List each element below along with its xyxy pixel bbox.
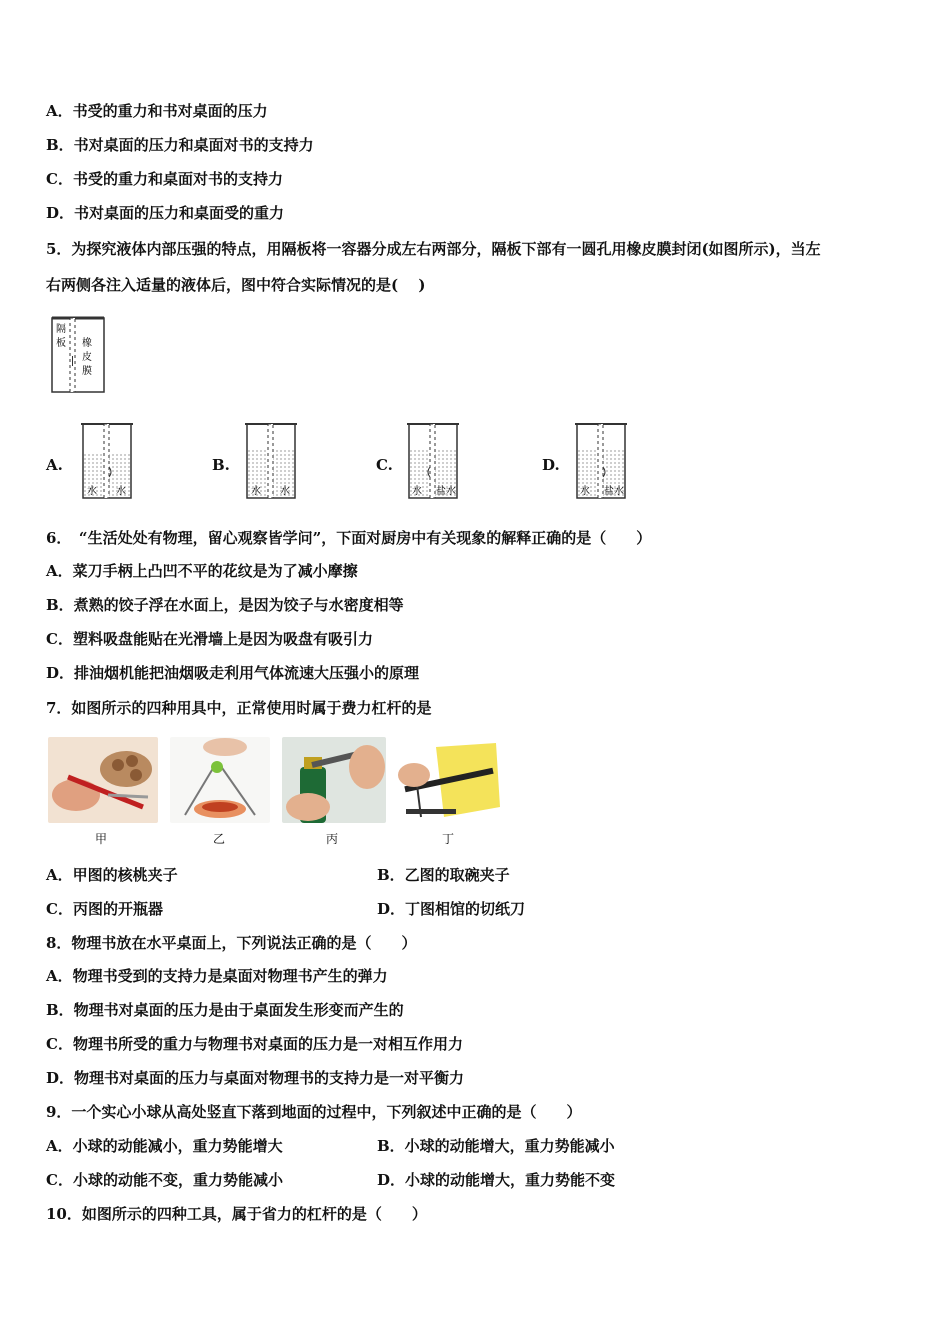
q7-option-d: D．丁图相馆的切纸刀	[377, 900, 526, 918]
q8-stem: 8．物理书放在水平桌面上，下列说法正确的是（ ）	[46, 934, 417, 952]
q7-stem: 7．如图所示的四种用具中，正常使用时属于费力杠杆的是	[46, 699, 432, 717]
caption-ding: 丁	[442, 832, 455, 846]
svg-text:盐水: 盐水	[604, 486, 624, 497]
q5-option-a-letter: A.	[46, 456, 63, 474]
walnut-cracker-photo	[48, 737, 158, 823]
bowl-clamp-photo	[170, 737, 270, 823]
svg-text:水: 水	[87, 486, 97, 497]
membrane-label-3: 膜	[82, 366, 92, 377]
q10-stem: 10．如图所示的四种工具，属于省力的杠杆的是（ ）	[46, 1205, 427, 1223]
q6-stem: 6． “生活处处有物理，留心观察皆学问”，下面对厨房中有关现象的解释正确的是（ ）	[46, 529, 652, 547]
caption-bing: 丙	[326, 832, 339, 846]
q6-option-a: A．菜刀手柄上凸凹不平的花纹是为了减小摩擦	[46, 562, 358, 580]
q4-option-b: B．书对桌面的压力和桌面对书的支持力	[46, 136, 314, 154]
q5-option-d-letter: D.	[542, 456, 560, 474]
q6-option-d: D．排油烟机能把油烟吸走利用气体流速大压强小的原理	[46, 664, 420, 682]
svg-text:水: 水	[116, 486, 126, 497]
q4-option-a: A．书受的重力和书对桌面的压力	[46, 102, 268, 120]
q5-beaker-a	[80, 422, 136, 502]
q9-option-a: A．小球的动能减小，重力势能增大	[46, 1137, 283, 1155]
q5-setup-figure	[50, 316, 110, 396]
q5-stem-line1: 5．为探究液体内部压强的特点，用隔板将一容器分成左右两部分，隔板下部有一圆孔用橡皮膜封闭(如图所示)，当左	[46, 240, 821, 258]
caption-yi: 乙	[213, 832, 226, 846]
partition-label-1: 隔	[56, 324, 66, 335]
paper-cutter-photo	[396, 737, 502, 823]
svg-text:水: 水	[412, 486, 422, 497]
q9-stem: 9．一个实心小球从高处竖直下落到地面的过程中，下列叙述中正确的是（ ）	[46, 1103, 582, 1121]
bottle-opener-photo	[282, 737, 386, 823]
q5-option-b-letter: B.	[212, 456, 230, 474]
q6-option-b: B．煮熟的饺子浮在水面上，是因为饺子与水密度相等	[46, 596, 404, 614]
caption-jia: 甲	[95, 832, 108, 846]
q7-option-b: B．乙图的取碗夹子	[377, 866, 510, 884]
partition-label-2: 板	[56, 338, 66, 349]
q9-option-c: C．小球的动能不变，重力势能减小	[46, 1171, 283, 1189]
svg-text:水: 水	[251, 486, 261, 497]
svg-text:水: 水	[580, 486, 590, 497]
q7-option-a: A．甲图的核桃夹子	[46, 866, 178, 884]
q5-beaker-c	[406, 422, 462, 502]
q9-option-d: D．小球的动能增大，重力势能不变	[377, 1171, 616, 1189]
membrane-label-2: 皮	[82, 352, 92, 363]
q5-beaker-b	[244, 422, 300, 502]
q4-option-d: D．书对桌面的压力和桌面受的重力	[46, 204, 285, 222]
q5-option-c-letter: C.	[376, 456, 393, 474]
q9-option-b: B．小球的动能增大，重力势能减小	[377, 1137, 615, 1155]
q8-option-d: D．物理书对桌面的压力与桌面对物理书的支持力是一对平衡力	[46, 1069, 465, 1087]
q5-beaker-d	[574, 422, 630, 502]
svg-text:水: 水	[280, 486, 290, 497]
q5-stem-line2: 右两侧各注入适量的液体后，图中符合实际情况的是( )	[46, 276, 426, 294]
q8-option-b: B．物理书对桌面的压力是由于桌面发生形变而产生的	[46, 1001, 404, 1019]
q8-option-c: C．物理书所受的重力与物理书对桌面的压力是一对相互作用力	[46, 1035, 463, 1053]
membrane-label-1: 橡	[82, 338, 92, 349]
q6-option-c: C．塑料吸盘能贴在光滑墙上是因为吸盘有吸引力	[46, 630, 373, 648]
q4-option-c: C．书受的重力和桌面对书的支持力	[46, 170, 283, 188]
svg-text:盐水: 盐水	[436, 486, 456, 497]
q7-option-c: C．丙图的开瓶器	[46, 900, 163, 918]
q8-option-a: A．物理书受到的支持力是桌面对物理书产生的弹力	[46, 967, 388, 985]
